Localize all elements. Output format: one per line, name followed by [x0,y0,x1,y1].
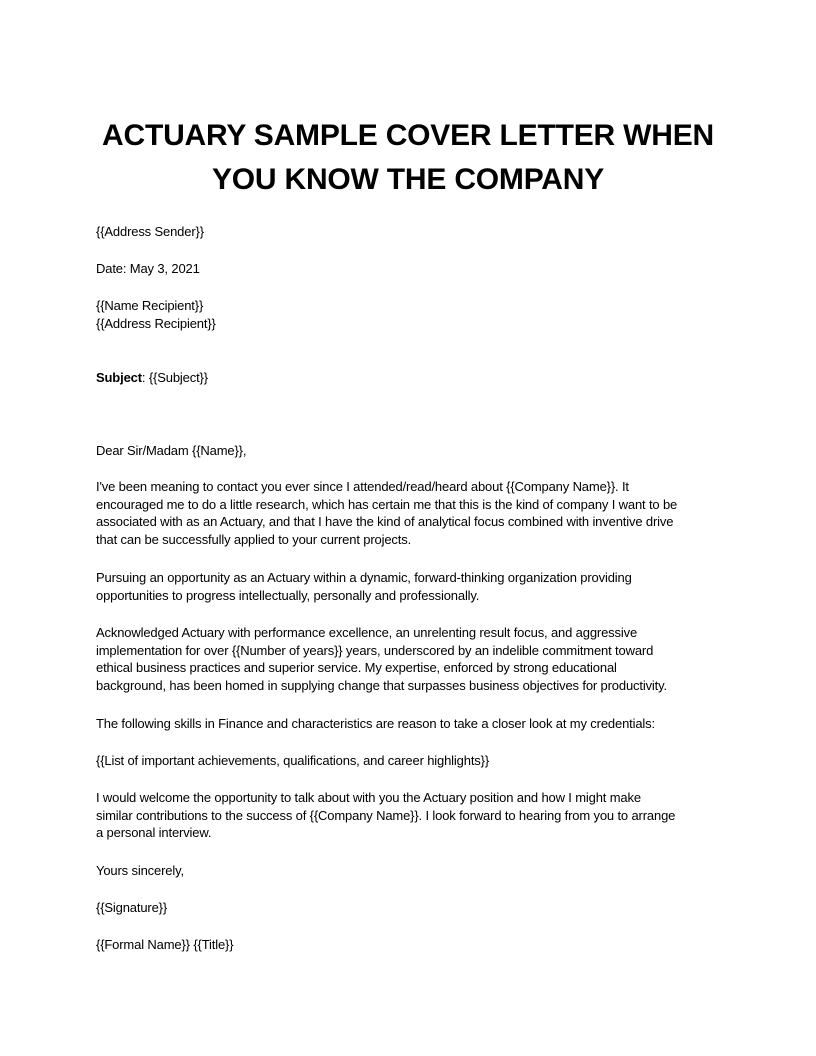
paragraph-line: that can be successfully applied to your current projects. [96,531,412,547]
letter-date: Date: May 3, 2021 [96,261,200,276]
paragraph-closing-request [96,789,728,842]
title-line: YOU KNOW THE COMPANY [211,163,605,196]
paragraph-achievements: {{List of important achievements, qualifications, and career highlights}} [96,753,490,768]
paragraph-line: similar contributions to the success of {{Company Name}}. I look forward to hearing from you to arrange [96,807,676,823]
paragraph-line: I would welcome the opportunity to talk about with you the Actuary position and how I might make [96,790,641,805]
salutation: Dear Sir/Madam {{Name}}, [96,443,247,458]
paragraph-intro [96,478,728,548]
paragraph-line: I've been meaning to contact you ever since I attended/read/heard about {{Company Name}}. It [96,479,629,494]
address-sender: {{Address Sender}} [96,224,204,239]
formal-name-title: {{Formal Name}} {{Title}} [96,937,234,952]
recipient-block [96,297,728,332]
paragraph-skills-intro: The following skills in Finance and characteristics are reason to take a closer look at my credentials: [96,716,655,731]
document-title [80,114,736,202]
paragraph-opportunity [96,569,728,604]
paragraph-line: associated with as an Actuary, and that I have the kind of analytical focus combined with inventive drive [96,514,674,529]
subject-label: Subject [96,370,142,385]
recipient-name: {{Name Recipient}} [96,298,204,313]
paragraph-line: Pursuing an opportunity as an Actuary within a dynamic, forward-thinking organization providing [96,570,632,585]
subject-line [96,369,728,387]
paragraph-experience [96,624,728,694]
signature: {{Signature}} [96,900,168,915]
paragraph-line: background, has been homed in supplying change that surpasses business objectives for productivity. [96,677,667,693]
paragraph-line: a personal interview. [96,825,212,840]
subject-value: : {{Subject}} [141,370,208,385]
paragraph-line: opportunities to progress intellectually, personally and professionally. [96,587,480,603]
paragraph-line: implementation for over {{Number of years}} years, underscored by an indelible commitment toward [96,642,654,658]
paragraph-line: encouraged me to do a little research, which has certain me that this is the kind of company I want to be [96,496,678,512]
recipient-address: {{Address Recipient}} [96,315,216,331]
closing: Yours sincerely, [96,863,184,878]
paragraph-line: ethical business practices and superior service. My expertise, enforced by strong educational [96,660,617,675]
paragraph-line: Acknowledged Actuary with performance excellence, an unrelenting result focus, and aggressive [96,625,638,640]
title-line: ACTUARY SAMPLE COVER LETTER WHEN [102,119,714,152]
